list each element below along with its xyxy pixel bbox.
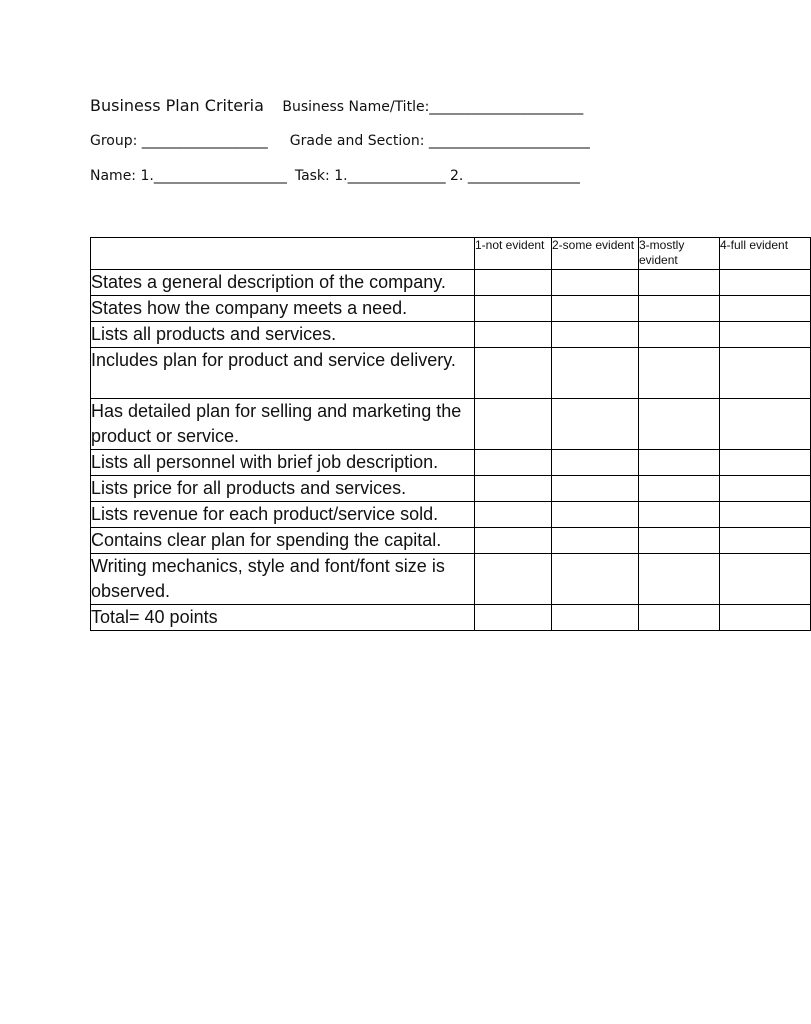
- name-field[interactable]: Name: 1.___________________: [90, 168, 287, 184]
- table-row: [91, 528, 811, 554]
- criterion-cell: States how the company meets a need.: [91, 296, 475, 322]
- score-cell[interactable]: [475, 270, 552, 296]
- score-cell[interactable]: [475, 528, 552, 554]
- score-cell[interactable]: [720, 399, 811, 450]
- table-row: [91, 399, 811, 450]
- score-cell[interactable]: [720, 450, 811, 476]
- criterion-cell: Includes plan for product and service delivery.: [91, 348, 475, 399]
- table-row: [91, 270, 811, 296]
- score-cell[interactable]: [475, 554, 552, 605]
- score-cell[interactable]: [639, 605, 720, 631]
- header-line-group: [90, 133, 590, 149]
- score-cell[interactable]: [720, 322, 811, 348]
- score-cell[interactable]: [720, 528, 811, 554]
- score-cell[interactable]: [552, 399, 639, 450]
- table-row: [91, 322, 811, 348]
- score-header-1: 1-not evident: [475, 238, 552, 270]
- document-title: Business Plan Criteria: [90, 96, 264, 115]
- total-row: [91, 605, 811, 631]
- table-row: [91, 348, 811, 399]
- criterion-cell: Lists price for all products and services.: [91, 476, 475, 502]
- score-cell[interactable]: [552, 322, 639, 348]
- score-cell[interactable]: [475, 399, 552, 450]
- score-cell[interactable]: [475, 450, 552, 476]
- score-header-2: 2-some evident: [552, 238, 639, 270]
- score-cell[interactable]: [639, 502, 720, 528]
- criterion-cell: Has detailed plan for selling and marketing the product or service.: [91, 399, 475, 450]
- score-cell[interactable]: [552, 476, 639, 502]
- score-cell[interactable]: [720, 348, 811, 399]
- grade-section-field[interactable]: Grade and Section: _______________________: [289, 133, 590, 149]
- score-cell[interactable]: [552, 348, 639, 399]
- score-cell[interactable]: [552, 296, 639, 322]
- score-cell[interactable]: [552, 270, 639, 296]
- group-field[interactable]: Group: __________________: [90, 133, 268, 149]
- score-cell[interactable]: [639, 348, 720, 399]
- score-cell[interactable]: [720, 554, 811, 605]
- criterion-cell: Lists all products and services.: [91, 322, 475, 348]
- score-cell[interactable]: [720, 476, 811, 502]
- table-row: [91, 554, 811, 605]
- total-cell: Total= 40 points: [91, 605, 475, 631]
- score-header-3: 3-mostly evident: [639, 238, 720, 270]
- header-line-name: [90, 168, 580, 184]
- task-field[interactable]: Task: 1.______________ 2. ________________: [294, 168, 580, 184]
- table-row: [91, 476, 811, 502]
- score-cell[interactable]: [475, 296, 552, 322]
- score-cell[interactable]: [552, 528, 639, 554]
- score-cell[interactable]: [475, 348, 552, 399]
- criterion-cell: Contains clear plan for spending the capital.: [91, 528, 475, 554]
- score-cell[interactable]: [552, 502, 639, 528]
- criteria-header-cell: [91, 238, 475, 270]
- criteria-table: [90, 237, 811, 631]
- table-row: [91, 296, 811, 322]
- score-cell[interactable]: [720, 502, 811, 528]
- score-cell[interactable]: [475, 605, 552, 631]
- header-line-title: [90, 96, 583, 115]
- score-header-4: 4-full evident: [720, 238, 811, 270]
- score-cell[interactable]: [552, 605, 639, 631]
- score-cell[interactable]: [475, 322, 552, 348]
- score-cell[interactable]: [552, 450, 639, 476]
- score-cell[interactable]: [552, 554, 639, 605]
- score-cell[interactable]: [639, 450, 720, 476]
- score-cell[interactable]: [639, 528, 720, 554]
- score-cell[interactable]: [475, 502, 552, 528]
- score-cell[interactable]: [639, 322, 720, 348]
- criterion-cell: Writing mechanics, style and font/font size is observed.: [91, 554, 475, 605]
- score-cell[interactable]: [720, 605, 811, 631]
- score-cell[interactable]: [639, 270, 720, 296]
- score-cell[interactable]: [475, 476, 552, 502]
- score-cell[interactable]: [720, 296, 811, 322]
- criterion-cell: Lists revenue for each product/service sold.: [91, 502, 475, 528]
- business-name-field[interactable]: Business Name/Title:______________________: [282, 99, 584, 115]
- table-row: [91, 450, 811, 476]
- criterion-cell: Lists all personnel with brief job description.: [91, 450, 475, 476]
- score-cell[interactable]: [639, 296, 720, 322]
- criterion-cell: States a general description of the company.: [91, 270, 475, 296]
- table-row: [91, 502, 811, 528]
- score-cell[interactable]: [720, 270, 811, 296]
- table-header-row: [91, 238, 811, 270]
- score-cell[interactable]: [639, 399, 720, 450]
- score-cell[interactable]: [639, 554, 720, 605]
- score-cell[interactable]: [639, 476, 720, 502]
